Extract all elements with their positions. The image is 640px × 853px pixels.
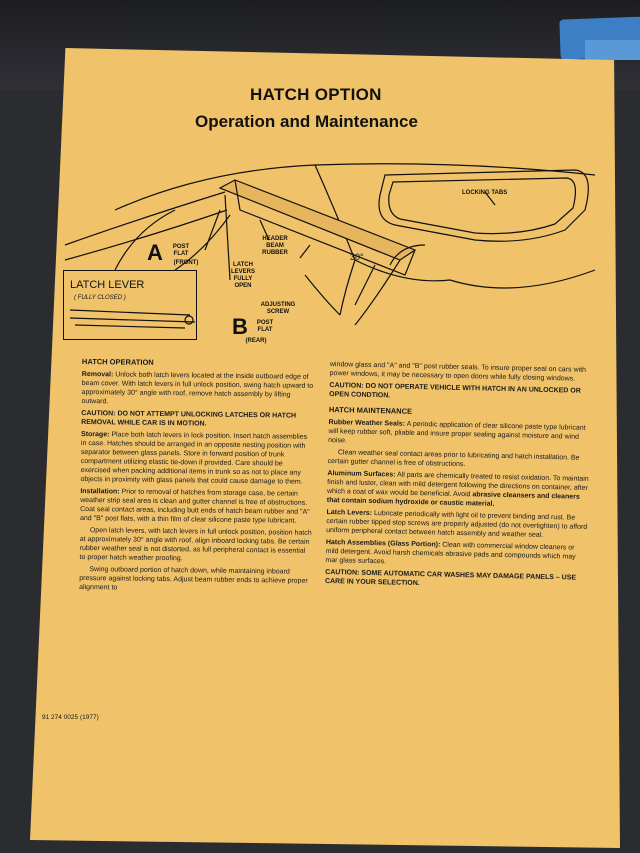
angle-label: 30° (350, 252, 364, 262)
hatch-operation-section (79, 357, 314, 598)
hatch-maintenance-section (325, 360, 592, 595)
removal-label: Removal: (81, 370, 114, 379)
latch-lever-sub: ( FULLY CLOSED ) (74, 295, 126, 301)
storage-paragraph (80, 430, 313, 487)
aluminum-bold: abrasive cleansers and cleaners that contain sodium hydroxide or caustic material. (326, 491, 580, 508)
document-number: 91 274 0025 (1977) (42, 714, 99, 721)
caution-3 (325, 568, 587, 592)
latch-text: Lubricate periodically with light oil to prevent binding and rust. Be certain rubber tipped stop screws are properly adjusted (do not overtighten) to afford uniform peripheral contact between hatch assembly and weather seal. (326, 509, 588, 539)
aluminum-text: All parts are chemically treated to resist oxidation. To maintain finish and luster, clean with mild detergent following the directions on container, after which a coat of wax would be beneficial. Avoid (326, 471, 589, 499)
aluminum-label: Aluminum Surfaces: (327, 469, 396, 479)
installation-paragraph-2: Open latch levers, with latch levers in full unlock position, position hatch at approximately 30° angle with roof, align inboard locking tabs. Be certain rubber weather seal is not distorted, as full peripheral contact is essential to proper hatch weather proofing. (79, 527, 312, 563)
locking-tabs-label: LOCKING TABS (462, 190, 508, 196)
latch-lever-inset (63, 270, 197, 340)
latch-paragraph (326, 508, 589, 541)
installation-text: Prior to removal of hatches from storage case, be certain weather strip seal area is clean and gutter channel is free of obstructions. Coat seal contact areas, including butt ends of hatch beam rubber and "A" and "B" post flats, with a thin film of clear silicone paste type lubricant. (79, 488, 310, 525)
installation-paragraph (80, 487, 312, 526)
post-b-letter: B (232, 314, 248, 339)
post-a-label: POST FLAT (172, 244, 190, 257)
storage-text: Place both latch levers in lock position. Insert hatch assemblies in case. Hatches should be arranged in an opposite nesting position with separator between glass panels. Store in forward position of trunk compartment utilizing elastic tie-down if provided. Care should be exercised when packing additional items in trunk so as not to place any objects in proximity with glass panels that could cause damage to them. (80, 431, 308, 486)
section-heading: HATCH MAINTENANCE (328, 404, 413, 416)
rubber-paragraph (328, 418, 591, 451)
glass-paragraph (325, 538, 588, 571)
background-blue-object-2 (585, 40, 640, 60)
removal-text: Unlock both latch levers located at the inside outboard edge of beam cover. With latch levers in full unlock position, swing hatch upward to approximately 30° angle with roof, remove hatch assembly by lifting outward. (81, 371, 314, 406)
header-beam-rubber-label: HEADER BEAM RUBBER (262, 236, 288, 256)
rubber-text: A periodic application of clear silicone paste type lubricant will keep rubber soft, pliable and insure proper sealing against moisture and wind noise. (328, 420, 586, 445)
rubber-paragraph-2: Clean weather seal contact areas prior to lubricating and hatch installation. Be certain gutter channel is free of obstructions. (327, 449, 580, 469)
page-subtitle: Operation and Maintenance (195, 112, 418, 131)
caution-3-text: CAUTION: SOME AUTOMATIC CAR WASHES MAY DAMAGE PANELS – USE CARE IN YOUR SELECTION. (324, 568, 577, 588)
section-heading: HATCH OPERATION (81, 357, 154, 367)
page-title: HATCH OPTION (250, 85, 382, 104)
caution-2-text: CAUTION: DO NOT OPERATE VEHICLE WITH HATCH IN AN UNLOCKED OR OPEN CONDTION. (329, 381, 581, 400)
continued-paragraph: window glass and "A" and "B" post rubber seals. To insure proper seal on cars with power windows, it may be necessary to open doors while fully closing windows. (329, 360, 587, 383)
post-b-sub: (REAR) (245, 338, 267, 344)
rubber-label: Rubber Weather Seals: (328, 418, 406, 428)
post-b-label: POST FLAT (256, 320, 274, 333)
latch-levers-label: LATCH LEVERS FULLY OPEN (230, 262, 255, 289)
storage-label: Storage: (81, 430, 110, 439)
latch-label: Latch Levers: (326, 508, 373, 517)
post-a-sub: (FRONT) (173, 260, 199, 266)
caution-1 (81, 409, 313, 430)
post-a-letter: A (147, 240, 163, 265)
caution-1-text: CAUTION: DO NOT ATTEMPT UNLOCKING LATCHES OR HATCH REMOVAL WHILE CAR IS IN MOTION. (81, 409, 297, 428)
adjusting-screw-label: ADJUSTING SCREW (260, 302, 296, 315)
aluminum-paragraph (327, 469, 590, 511)
caution-2 (329, 381, 591, 405)
glass-text: Clean with commercial window cleaners or mild detergent. Avoid harsh chemicals abrasive pads and compounds which may mar glass surfaces. (325, 541, 576, 566)
installation-label: Installation: (80, 487, 120, 496)
installation-paragraph-3: Swing outboard portion of hatch down, while maintaining inboard pressure against locking tabs. Adjust beam rubber ends to achieve proper alignment to (79, 566, 308, 592)
removal-paragraph (81, 370, 313, 409)
glass-label: Hatch Assemblies (Glass Portion): (325, 538, 441, 549)
latch-lever-title: LATCH LEVER (70, 279, 145, 291)
